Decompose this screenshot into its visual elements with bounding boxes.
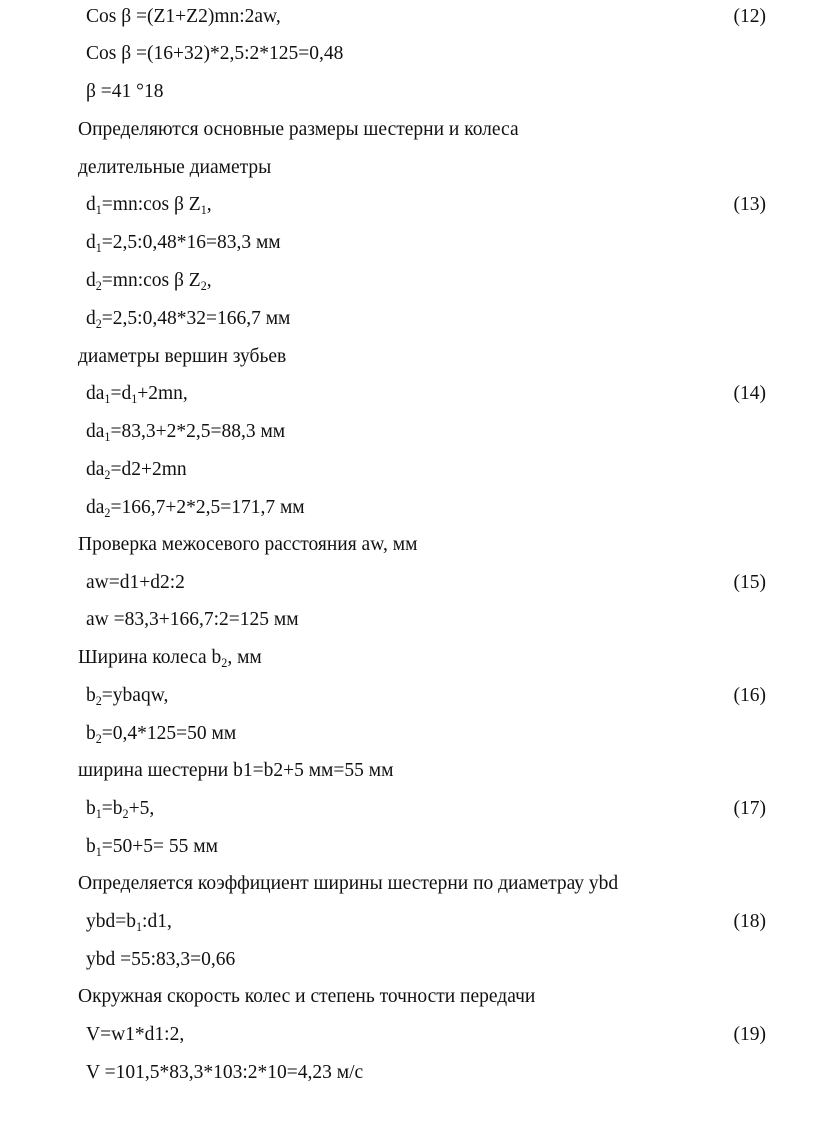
section-heading xyxy=(0,530,816,560)
formula-text: $ybd=b_1:d1$, xyxy=(86,911,172,935)
heading-text: Окружная скорость колес и степень точности передачи xyxy=(78,986,536,1007)
formula-text: $d_1=2,5:0,48*16=83,3$ мм xyxy=(86,232,281,256)
formula-text: $b_2=ybaqw$, xyxy=(86,685,169,709)
equation-number: (14) xyxy=(733,383,766,404)
formula-line xyxy=(0,304,816,334)
formula-line xyxy=(0,832,816,862)
formula-line xyxy=(0,605,816,635)
heading-text: Определяются основные размеры шестерни и колеса xyxy=(78,119,519,140)
formula-line xyxy=(0,190,816,220)
section-heading xyxy=(0,643,816,673)
formula-text: $da_1=d_1+2mn$, xyxy=(86,383,188,407)
formula-line xyxy=(0,1058,816,1088)
formula-line xyxy=(0,39,816,69)
formula-line xyxy=(0,266,816,296)
formula-text: β =41 °18 xyxy=(86,81,164,102)
equation-number: (13) xyxy=(733,194,766,215)
heading-text: Определяется коэффициент ширины шестерни по диаметрау ybd xyxy=(78,873,619,894)
formula-text: $d_2=2,5:0,48*32=166,7$ мм xyxy=(86,308,291,332)
formula-text: $b_1=b_2+5$, xyxy=(86,798,155,822)
formula-text: Cos β =(Z1+Z2)mn:2aw, xyxy=(86,6,281,27)
formula-text: Cos β =(16+32)*2,5:2*125=0,48 xyxy=(86,43,344,64)
formula-line xyxy=(0,417,816,447)
section-heading xyxy=(0,756,816,786)
equation-number: (15) xyxy=(733,572,766,593)
section-heading xyxy=(0,982,816,1012)
equation-number: (19) xyxy=(733,1024,766,1045)
formula-text: $da_1=83,3+2*2,5=88,3$ мм xyxy=(86,421,286,445)
formula-text: $b_1=50+5= 55$ мм xyxy=(86,836,218,860)
formula-line xyxy=(0,455,816,485)
formula-line xyxy=(0,719,816,749)
section-heading xyxy=(0,342,816,372)
equation-number: (17) xyxy=(733,798,766,819)
formula-text: $b_2=0,4*125=50$ мм xyxy=(86,723,237,747)
formula-line xyxy=(0,794,816,824)
formula-line xyxy=(0,945,816,975)
section-heading xyxy=(0,115,816,145)
heading-text: диаметры вершин зубьев xyxy=(78,346,287,367)
formula-line xyxy=(0,2,816,32)
formula-line xyxy=(0,907,816,937)
formula-line xyxy=(0,681,816,711)
formula-text: $d_2=mn:\cos$ β $Z_2$, xyxy=(86,270,212,294)
section-heading xyxy=(0,153,816,183)
equation-number: (18) xyxy=(733,911,766,932)
formula-text: V=w1*d1:2, xyxy=(86,1024,185,1045)
formula-text: $da_2=d2+2mn$ xyxy=(86,459,187,483)
formula-text: aw =83,3+166,7:2=125 мм xyxy=(86,609,299,630)
formula-text: $d_1=mn:\cos$ β $Z_1$, xyxy=(86,194,212,218)
formula-line xyxy=(0,228,816,258)
formula-line xyxy=(0,379,816,409)
formula-text: V =101,5*83,3*103:2*10=4,23 м/с xyxy=(86,1062,364,1083)
section-heading xyxy=(0,869,816,899)
equation-number: (12) xyxy=(733,6,766,27)
heading-text: Проверка межосевого расстояния aw, мм xyxy=(78,534,418,555)
heading-text: ширина шестерни b1=b2+5 мм=55 мм xyxy=(78,760,394,781)
formula-text: ybd =55:83,3=0,66 xyxy=(86,949,236,970)
heading-text: Ширина колеса $b_2$, мм xyxy=(78,647,262,671)
formula-line xyxy=(0,493,816,523)
formula-line xyxy=(0,77,816,107)
equation-number: (16) xyxy=(733,685,766,706)
heading-text: делительные диаметры xyxy=(78,157,272,178)
formula-text: $da_2=166,7+2*2,5=171,7$ мм xyxy=(86,497,305,521)
formula-line xyxy=(0,568,816,598)
formula-text: aw=d1+d2:2 xyxy=(86,572,185,593)
formula-line xyxy=(0,1020,816,1050)
